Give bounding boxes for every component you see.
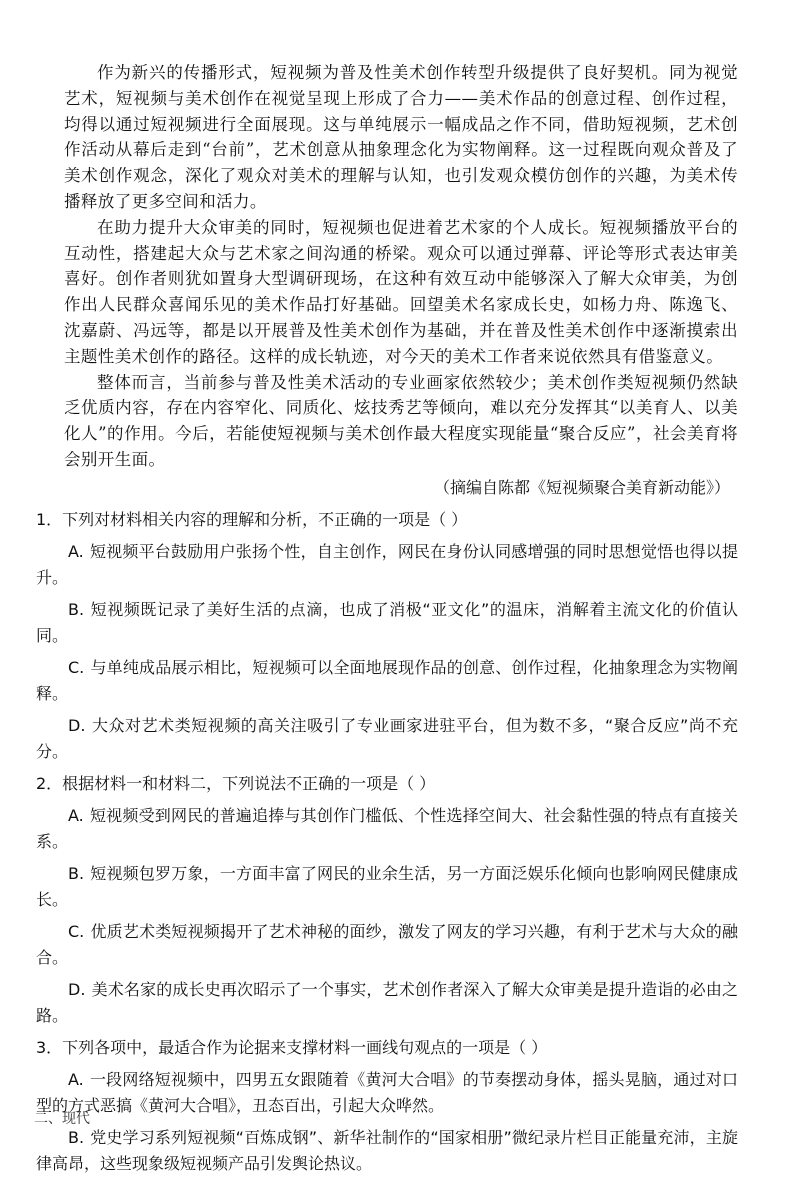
option-letter: A. bbox=[68, 541, 84, 561]
option-letter: B. bbox=[68, 599, 85, 619]
option-b bbox=[36, 861, 738, 913]
option-letter: D. bbox=[68, 715, 86, 735]
article-paragraph-3: 整体而言，当前参与普及性美术活动的专业画家依然较少；美术创作类短视频仍然缺乏优质内容，存在内容窄化、同质化、炫技秀艺等倾向，难以充分发挥其“以美育人、以美化人”的作用。今后，若能使短视频与美术创作最大程度实现能量“聚合反应”，社会美育将会别开生面。 bbox=[64, 372, 738, 469]
question-2 bbox=[36, 771, 738, 1029]
option-text: 党史学习系列短视频“百炼成钢”、新华社制作的“国家相册”微纪录片栏目正能量充沛，主旋律高昂，这些现象级短视频产品引发舆论热议。 bbox=[36, 1127, 738, 1173]
article-source: （摘编自陈都《短视频聚合美育新动能》） bbox=[433, 477, 730, 497]
article-paragraph-2: 在助力提升大众审美的同时，短视频也促进着艺术家的个人成长。短视频播放平台的互动性，搭建起大众与艺术家之间沟通的桥梁。观众可以通过弹幕、评论等形式表达审美喜好。创作者则犹如置身大型调研现场，在这种有效互动中能够深入了解大众审美，为创作出人民群众喜闻乐见的美术作品打好基础。回望美术名家成长史，如杨力舟、陈逸飞、沈嘉蔚、冯远等，都是以开展普及性美术创作为基础，并在普及性美术创作中逐渐摸索出主题性美术创作的路径。这样的成长轨迹，对今天的美术工作者来说依然具有借鉴意义。 bbox=[64, 217, 738, 366]
option-text: 大众对艺术类短视频的高关注吸引了专业画家进驻平台，但为数不多，“聚合反应”尚不充分。 bbox=[36, 715, 738, 761]
option-text: 短视频平台鼓励用户张扬个性，自主创作，网民在身份认同感增强的同时思想觉悟也得以提升。 bbox=[36, 541, 738, 587]
question-stem: 1．下列对材料相关内容的理解和分析，不正确的一项是（ ） bbox=[36, 509, 468, 529]
option-letter: B. bbox=[68, 1127, 85, 1147]
option-text: 短视频既记录了美好生活的点滴，也成了消极“亚文化”的温床，消解着主流文化的价值认同。 bbox=[36, 599, 738, 645]
option-d bbox=[36, 713, 738, 765]
option-b bbox=[36, 1125, 738, 1177]
option-letter: C. bbox=[68, 921, 85, 941]
option-text: 短视频包罗万象，一方面丰富了网民的业余生活，另一方面泛娱乐化倾向也影响网民健康成长。 bbox=[36, 863, 738, 909]
option-b bbox=[36, 597, 738, 649]
option-text: 一段网络短视频中，四男五女跟随着《黄河大合唱》的节奏摆动身体，摇头晃脑，通过对口型的方式恶搞《黄河大合唱》，丑态百出，引起大众哗然。 bbox=[36, 1069, 738, 1115]
question-stem: 3．下列各项中，最适合作为论据来支撑材料一画线句观点的一项是（ ） bbox=[36, 1037, 548, 1057]
article bbox=[64, 60, 738, 501]
question-stem: 2．根据材料一和材料二，下列说法不正确的一项是（ ） bbox=[36, 773, 436, 793]
option-a bbox=[36, 803, 738, 855]
option-letter: D. bbox=[68, 979, 86, 999]
option-letter: A. bbox=[68, 1069, 84, 1089]
option-text: 与单纯成品展示相比，短视频可以全面地展现作品的创意、创作过程，化抽象理念为实物阐释。 bbox=[36, 657, 738, 703]
option-a bbox=[36, 539, 738, 591]
section-footer: 二、现代 bbox=[34, 1111, 90, 1127]
article-paragraph-1: 作为新兴的传播形式，短视频为普及性美术创作转型升级提供了良好契机。同为视觉艺术，短视频与美术创作在视觉呈现上形成了合力——美术作品的创意过程、创作过程，均得以通过短视频进行全面展现。这与单纯展示一幅成品之作不同，借助短视频，艺术创作活动从幕后走到“台前”，艺术创意从抽象理念化为实物阐释。这一过程既向观众普及了美术创作观念，深化了观众对美术的理解与认知，也引发观众模仿创作的兴趣，为美术传播释放了更多空间和活力。 bbox=[64, 63, 738, 211]
option-text: 美术名家的成长史再次昭示了一个事实，艺术创作者深入了解大众审美是提升造诣的必由之路。 bbox=[36, 979, 738, 1025]
option-d bbox=[36, 977, 738, 1029]
option-text: 优质艺术类短视频揭开了艺术神秘的面纱，激发了网友的学习兴趣，有利于艺术与大众的融合。 bbox=[36, 921, 738, 967]
option-a bbox=[36, 1067, 738, 1119]
question-1 bbox=[36, 507, 738, 765]
option-c bbox=[36, 655, 738, 707]
option-letter: C. bbox=[68, 657, 85, 677]
option-text: 短视频受到网民的普遍追捧与其创作门槛低、个性选择空间大、社会黏性强的特点有直接关系。 bbox=[36, 805, 738, 851]
option-letter: B. bbox=[68, 863, 85, 883]
option-letter: A. bbox=[68, 805, 84, 825]
option-c bbox=[36, 919, 738, 971]
